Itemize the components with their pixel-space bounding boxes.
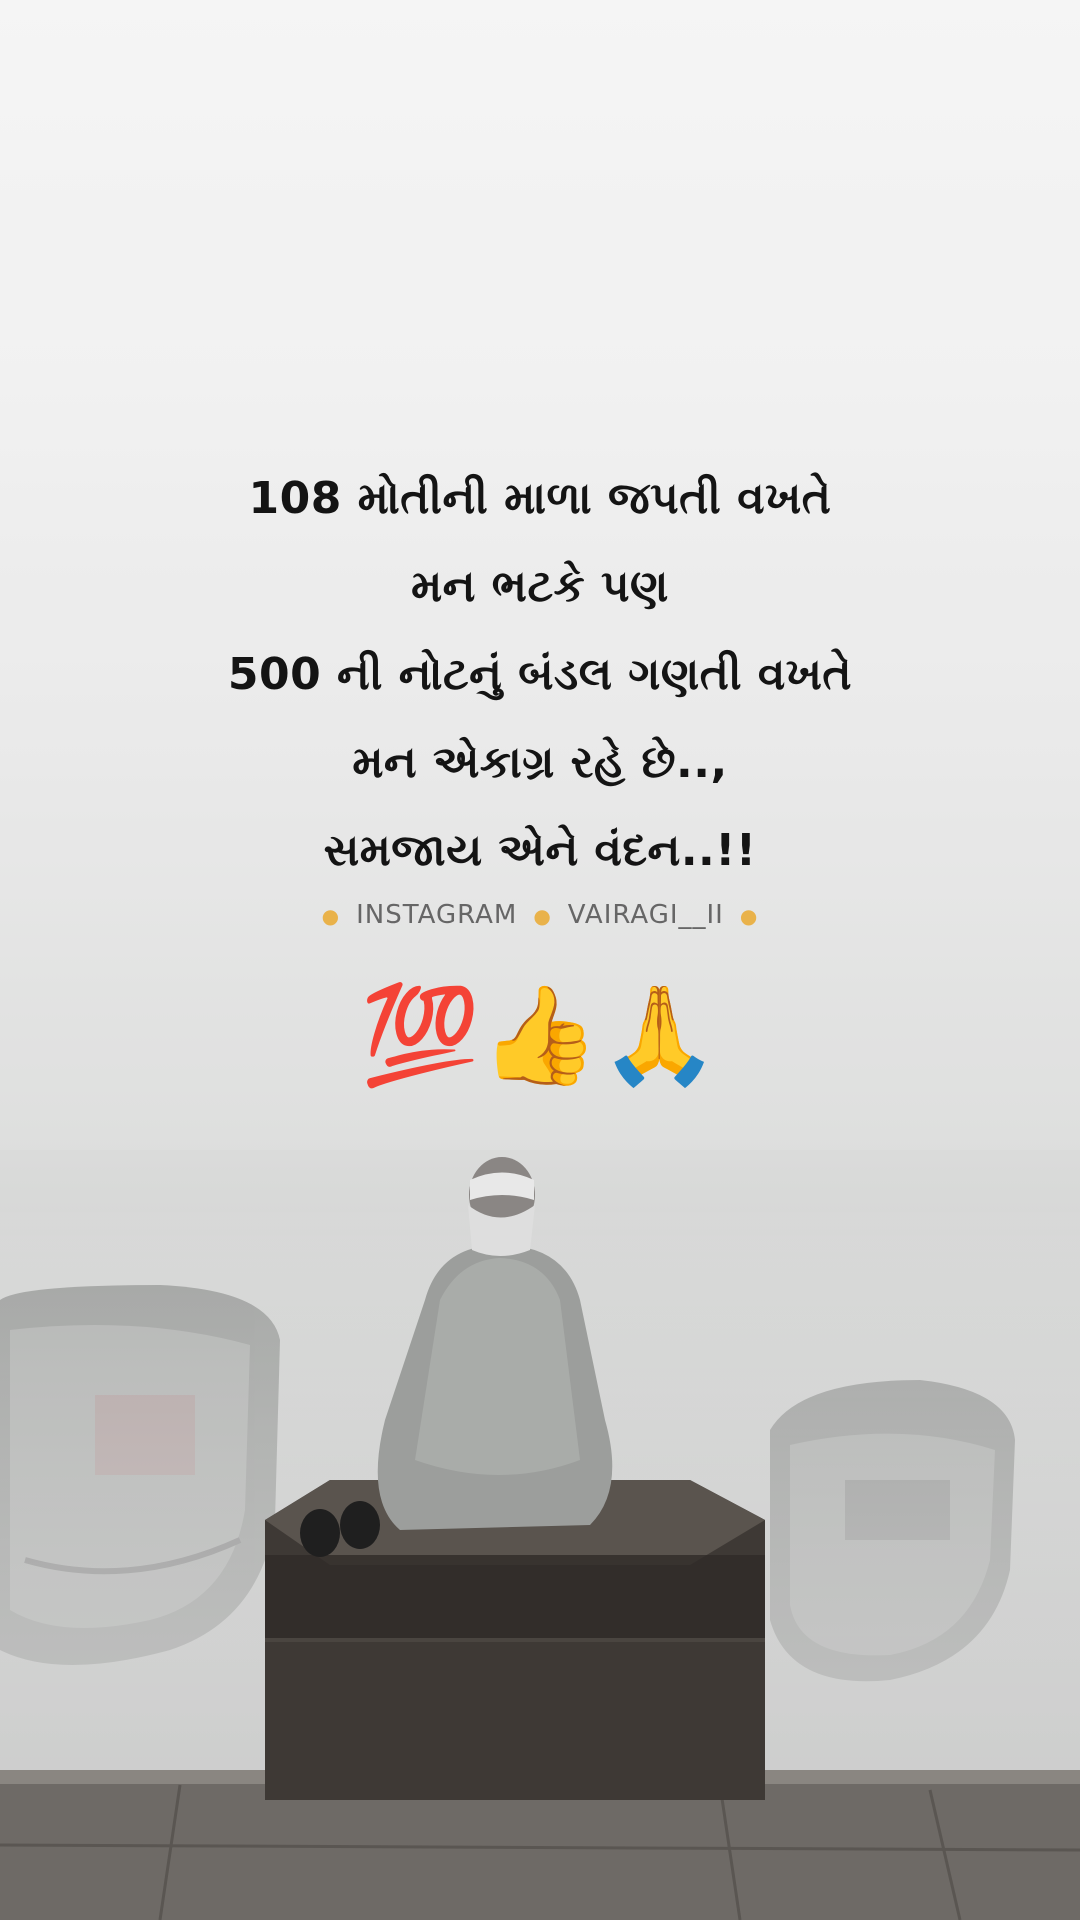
quote-line-1: 108 મોતીની માળા જપતી વખતે [248, 473, 832, 524]
octagonal-platform [265, 1480, 765, 1800]
quote-block [0, 455, 1080, 895]
quote-line-2: મન ભટકે પણ [411, 561, 669, 612]
emoji-row: 💯👍🙏 [360, 979, 720, 1091]
dot-icon: ● [321, 904, 341, 928]
quote-line-4: મન એકાગ્ર રહે છે.., [352, 737, 728, 788]
dot-icon: ● [739, 904, 759, 928]
quote-line-3: 500 ની નોટનું બંડલ ગણતી વખતે [227, 649, 853, 700]
credit-platform: INSTAGRAM [356, 900, 518, 930]
credit-handle: VAIRAGI__II [567, 900, 724, 930]
dot-icon: ● [533, 904, 552, 928]
quote-line-5: સમજાય એને વંદન..!! [323, 825, 757, 876]
instagram-credit [0, 895, 1080, 936]
